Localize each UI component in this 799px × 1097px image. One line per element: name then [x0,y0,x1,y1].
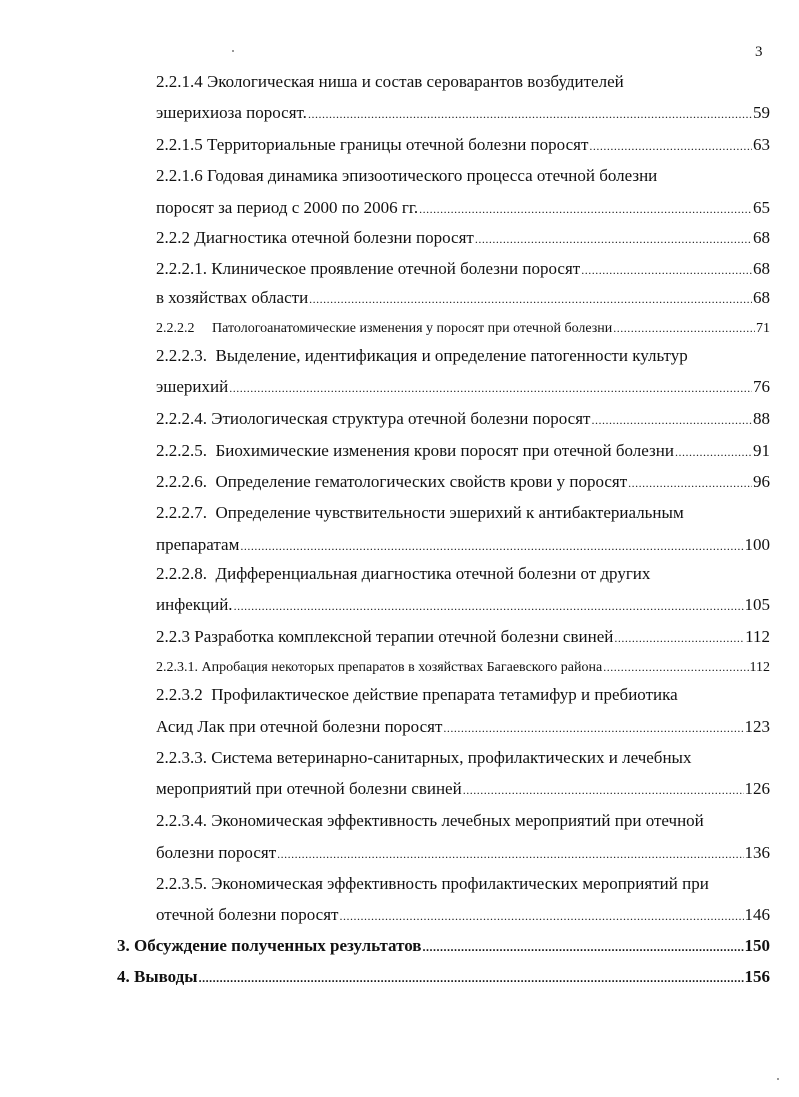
toc-entry-2-2-3-4-line2 [156,843,770,864]
toc-entry-2-2-2-8-line2 [156,595,770,616]
toc-entry-label: 2.2.2.5. Биохимические изменения крови поросят при отечной болезни [156,441,674,460]
dot-leader [199,968,744,988]
toc-entry-label: 3. Обсуждение полученных результатов [117,936,422,955]
toc-entry-label: 2.2.2.6. Определение гематологических свойств крови у поросят [156,472,628,491]
dot-leader [591,410,752,430]
dot-leader [675,442,752,462]
toc-entry-text: 2.2.2.8. Дифференциальная диагностика отечной болезни от других [156,564,651,583]
toc-entry-page: 76 [753,377,770,396]
dot-leader [234,596,744,616]
toc-entry-4 [117,967,770,988]
toc-entry-2-2-2-2 [156,318,770,339]
toc-entry-page: 136 [744,843,770,862]
toc-entry-text: 2.2.2.7. Определение чувствительности эшерихий к антибактериальным [156,503,684,522]
toc-entry-page: 68 [753,228,770,247]
dot-leader [613,318,755,338]
toc-entry-2-2-3-1 [156,657,770,678]
dot-leader [277,844,743,864]
toc-entry-text: 2.2.3.5. Экономическая эффективность профилактических мероприятий при [156,874,709,893]
dot-leader [581,260,752,280]
toc-entry-page: 63 [753,135,770,154]
toc-entry-label: препаратам [156,535,240,554]
toc-entry-text: 2.2.1.6 Годовая динамика эпизоотического процесса отечной болезни [156,166,658,185]
toc-entry-2-2-2-6 [156,472,770,493]
toc-entry-2-2-2-5 [156,441,770,462]
toc-entry-2-2-2-8-line1 [156,564,770,584]
toc-entry-page: 156 [744,967,770,986]
toc-entry-page: 65 [753,198,770,217]
toc-entry-text: 2.2.1.4 Экологическая ниша и состав сероварантов возбудителей [156,72,624,91]
toc-entry-label: 2.2.3.1. Апробация некоторых препаратов в хозяйствах Багаевского района [156,660,603,675]
toc-entry-2-2-2-3-line1 [156,346,770,366]
toc-entry-page: 88 [753,409,770,428]
toc-entry-2-2-3-3-line2 [156,779,770,800]
toc-entry-page: 96 [753,472,770,491]
toc-entry-label: 2.2.1.5 Территориальные границы отечной болезни поросят [156,135,589,154]
toc-entry-2-2-3-5-line1 [156,874,770,894]
dot-leader [614,628,744,648]
toc-entry-2-2-3-4-line1 [156,811,770,831]
dot-leader [419,199,752,219]
toc-entry-page: 100 [744,535,770,554]
dot-leader [463,780,744,800]
toc-entry-2-2-2-7-line1 [156,503,770,523]
toc-entry-page: 123 [744,717,770,736]
toc-entry-2-2-2 [156,228,770,249]
toc-entry-3 [117,936,770,957]
dot-leader [308,104,752,124]
toc-entry-page: 112 [749,660,770,675]
toc-entry-label: эшерихиоза поросят. [156,103,307,122]
dot-leader [422,937,743,957]
toc-entry-label: Асид Лак при отечной болезни поросят [156,717,443,736]
toc-entry-text: 2.2.3.4. Экономическая эффективность лечебных мероприятий при отечной [156,811,704,830]
toc-entry-text: 2.2.2.3. Выделение, идентификация и определение патогенности культур [156,346,688,365]
toc-entry-label: мероприятий при отечной болезни свиней [156,779,462,798]
toc-entry-2-2-3-5-line2 [156,905,770,926]
toc-entry-page: 150 [744,936,770,955]
toc-entry-2-2-1-4-line2 [156,103,770,124]
toc-entry-text: 2.2.3.3. Система ветеринарно-санитарных, профилактических и лечебных [156,748,692,767]
toc-entry-page: 68 [753,259,770,278]
dot-leader [603,657,748,677]
dot-leader [240,536,743,556]
toc-entry-page: 112 [745,627,770,646]
toc-entry-label: 2.2.2.2 Патологоанатомические изменения у поросят при отечной болезни [156,321,613,336]
toc-entry-2-2-3-2-line2 [156,717,770,738]
toc-entry-page: 91 [753,441,770,460]
dot-leader [309,289,752,309]
toc-entry-label: 4. Выводы [117,967,198,986]
toc-entry-page: 146 [744,905,770,924]
dot-leader [339,906,743,926]
toc-entry-label: 2.2.2 Диагностика отечной болезни поросят [156,228,474,247]
dot-leader [628,473,752,493]
toc-entry-2-2-1-5 [156,135,770,156]
dot-leader [229,378,752,398]
toc-entry-2-2-2-1-line1 [156,259,770,280]
toc-entry-page: 71 [756,321,770,336]
toc-entry-2-2-2-1-line2 [156,288,770,309]
toc-entry-label: эшерихий [156,377,229,396]
toc-entry-2-2-3-3-line1 [156,748,770,768]
toc-entry-2-2-1-6-line2 [156,198,770,219]
toc-entry-label: 2.2.2.4. Этиологическая структура отечной болезни поросят [156,409,591,428]
dot-leader [443,718,743,738]
toc-entry-2-2-3 [156,627,770,648]
page-number: 3 [755,44,763,60]
toc-entry-page: 59 [753,103,770,122]
toc-entry-2-2-2-4 [156,409,770,430]
toc-entry-2-2-1-4-line1 [156,72,770,92]
toc-entry-label: поросят за период с 2000 по 2006 гг. [156,198,419,217]
toc-entry-label: болезни поросят [156,843,277,862]
toc-entry-2-2-3-2-line1 [156,685,770,705]
toc-entry-page: 126 [744,779,770,798]
toc-entry-label: 2.2.3 Разработка комплексной терапии отечной болезни свиней [156,627,614,646]
scan-speck [232,50,234,52]
scan-speck [777,1078,779,1080]
toc-entry-page: 68 [753,288,770,307]
toc-entry-2-2-2-7-line2 [156,535,770,556]
toc-entry-text: 2.2.3.2 Профилактическое действие препарата тетамифур и пребиотика [156,685,678,704]
toc-entry-label: отечной болезни поросят [156,905,339,924]
toc-entry-label: в хозяйствах области [156,288,309,307]
dot-leader [475,229,752,249]
toc-entry-2-2-1-6-line1 [156,166,770,186]
toc-entry-page: 105 [744,595,770,614]
toc-entry-label: 2.2.2.1. Клиническое проявление отечной болезни поросят [156,259,581,278]
toc-entry-label: инфекций. [156,595,233,614]
toc-entry-2-2-2-3-line2 [156,377,770,398]
dot-leader [589,136,752,156]
